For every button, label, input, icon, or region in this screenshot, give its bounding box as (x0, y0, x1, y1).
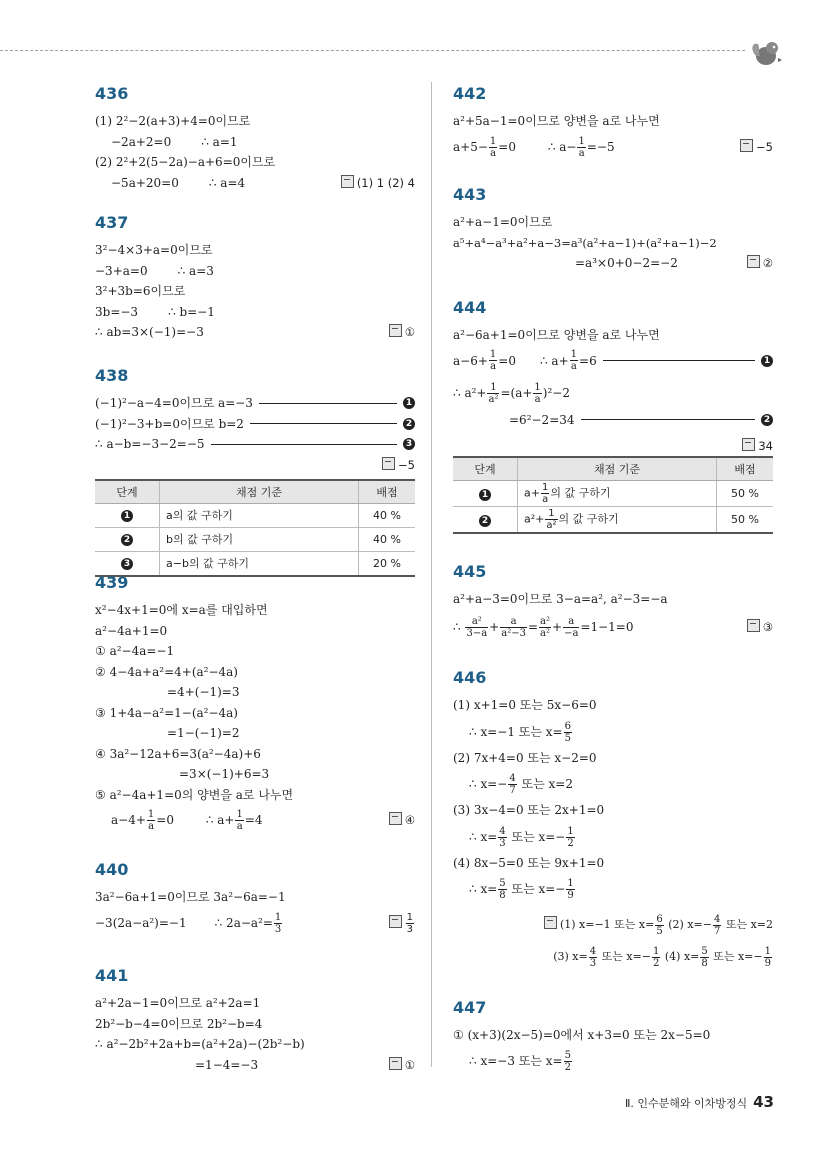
solution-line: 3b=−3 ∴ b=−1 (95, 304, 215, 319)
solution-line: a²−6a+1=0이므로 양변을 a로 나누면 (453, 328, 660, 342)
graded-step: (−1)²−3+b=0이므로 b=2 2 (95, 414, 415, 435)
solution-line: −3(2a−a²)=−1 ∴ 2a−a²= $\frac{1}{3}$ $\frac{1}{3}$ (95, 908, 415, 938)
step-marker: 1 (121, 510, 133, 522)
solution-line: a+5− $\frac{1}{a}$ =0 ∴ a− $\frac{1}{a}$ =−5 −5 (453, 132, 773, 162)
problem-number: 444 (453, 298, 487, 317)
solution-line: −2a+2=0 ∴ a=1 (111, 134, 238, 149)
solution-line: 3²−4×3+a=0이므로 (95, 243, 213, 257)
table-cell: 50 % (717, 481, 774, 507)
problem-436 (95, 84, 415, 193)
solution-line: ② 4−4a+a²=4+(a²−4a) (95, 664, 238, 679)
answer: (3) x= $\frac{4}{3}$ 또는 x=− $\frac{1}{2}$ (4) x= $\frac{5}{8}$ 또는 x=− $\frac{1}{9}$ (553, 945, 771, 969)
table-cell: a의 값 구하기 (160, 503, 359, 527)
solution-line: ① (x+3)(2x−5)=0에서 x+3=0 또는 2x−5=0 (453, 1028, 711, 1042)
problem-442 (453, 84, 773, 162)
table-cell: a+ $\frac{1}{a}$ 의 값 구하기 (518, 481, 717, 507)
table-cell: 40 % (359, 503, 416, 527)
answer-icon (389, 812, 402, 825)
answer: ① (389, 322, 415, 343)
solution-line: a²+2a−1=0이므로 a²+2a=1 (95, 996, 261, 1010)
step-marker: 2 (761, 414, 773, 426)
problem-445 (453, 562, 773, 644)
table-header: 채점 기준 (160, 480, 359, 504)
problem-number: 446 (453, 668, 487, 687)
solution-line: ∴ $\frac{\text{a²}}{3-a}$ + $\frac{a}{\text{a²−3}}$ = $\frac{\text{a²}}{\text{a²}}$ + $\frac{a}{-a}$ =1−1=0 ③ (453, 610, 773, 644)
solution-line: a²+a−1=0이므로 (453, 215, 553, 229)
graded-step: =6²−2=34 2 (453, 410, 773, 431)
solution-line: ③ 1+4a−a²=1−(a²−4a) (95, 705, 238, 720)
solution-line: (3) 3x−4=0 또는 2x+1=0 (453, 803, 605, 817)
table-row (453, 507, 773, 534)
problem-number: 439 (95, 573, 129, 592)
solution-line: 3²+3b=6이므로 (95, 284, 186, 298)
solution-line: a²+a−3=0이므로 3−a=a², a²−3=−a (453, 592, 668, 606)
step-marker: 1 (761, 355, 773, 367)
solution-line: ∴ x=−1 또는 x= $\frac{6}{5}$ (469, 720, 571, 744)
answer-icon (747, 619, 760, 632)
step-marker: 1 (479, 489, 491, 501)
solution-line: ∴ x= $\frac{5}{8}$ 또는 x=− $\frac{1}{9}$ (469, 878, 574, 901)
graded-step: (−1)²−a−4=0이므로 a=−3 1 (95, 393, 415, 414)
problem-number: 437 (95, 213, 129, 232)
problem-number: 438 (95, 366, 129, 385)
problem-number: 436 (95, 84, 129, 103)
right-column (453, 0, 773, 1170)
answer: $\frac{1}{3}$ (389, 908, 415, 938)
scoring-table (453, 456, 773, 534)
answer: 34 (742, 436, 773, 457)
solution-line: a²+5a−1=0이므로 양변을 a로 나누면 (453, 114, 660, 128)
solution-line: a−4+ $\frac{1}{a}$ =0 ∴ a+ $\frac{1}{a}$ =4 ④ (95, 805, 415, 835)
table-header: 단계 (453, 457, 518, 481)
problem-number: 445 (453, 562, 487, 581)
table-cell: 50 % (717, 507, 774, 534)
graded-step: a−6+ $\frac{1}{a}$ =0 ∴ a+ $\frac{1}{a}$ =6 1 (453, 346, 773, 376)
solution-line: 3a²−6a+1=0이므로 3a²−6a=−1 (95, 890, 286, 904)
table-cell: 40 % (359, 527, 416, 551)
chapter-title: Ⅱ. 인수분해와 이차방정식 (624, 1097, 748, 1110)
answer-icon (382, 457, 395, 470)
solution-line: ∴ ab=3×(−1)=−3 ① (95, 322, 415, 343)
step-marker: 2 (479, 515, 491, 527)
table-row (95, 503, 415, 527)
step-marker: 2 (121, 534, 133, 546)
table-row (453, 481, 773, 507)
solution-line: ⑤ a²−4a+1=0의 양변을 a로 나누면 (95, 787, 294, 802)
solution-line: ∴ x= $\frac{4}{3}$ 또는 x=− $\frac{1}{2}$ (469, 825, 574, 849)
answer: −5 (382, 455, 415, 476)
page-number: 43 (753, 1093, 774, 1111)
problem-440 (95, 860, 415, 938)
solution-line: a²−4a+1=0 (95, 623, 168, 638)
answer: ③ (747, 610, 773, 644)
table-row (95, 551, 415, 576)
solution-line: (4) 8x−5=0 또는 9x+1=0 (453, 855, 605, 870)
table-header: 배점 (359, 480, 416, 504)
problem-443 (453, 185, 773, 274)
answer-icon (742, 438, 755, 451)
solution-line: ∴ x=− $\frac{4}{7}$ 또는 x=2 (469, 773, 573, 796)
table-header: 단계 (95, 480, 160, 504)
step-marker: 3 (121, 558, 133, 570)
table-header: 배점 (717, 457, 774, 481)
answer: −5 (740, 132, 773, 162)
solution-line: =4+(−1)=3 (167, 685, 240, 699)
problem-437 (95, 213, 415, 343)
column-divider (431, 82, 432, 1067)
answer: ① (389, 1055, 415, 1076)
solution-line: (2) 7x+4=0 또는 x−2=0 (453, 750, 597, 765)
problem-number: 443 (453, 185, 487, 204)
solution-line: ① a²−4a=−1 (95, 644, 175, 658)
problem-number: 447 (453, 998, 487, 1017)
problem-438 (95, 366, 415, 577)
scoring-table (95, 479, 415, 577)
solution-line: −5a+20=0 ∴ a=4 (1) 1 (2) 4 (95, 173, 415, 194)
problem-number: 441 (95, 966, 129, 985)
solution-line: ④ 3a²−12a+6=3(a²−4a)+6 (95, 746, 261, 761)
solution-line: (1) 2²−2(a+3)+4=0이므로 (95, 114, 251, 128)
solution-line: (2) 2²+2(5−2a)−a+6=0이므로 (95, 155, 276, 169)
answer-line (453, 430, 773, 456)
problem-441 (95, 966, 415, 1075)
table-cell: a²+ $\frac{1}{\text{a²}}$ 의 값 구하기 (518, 507, 717, 534)
solution-line: −3+a=0 ∴ a=3 (95, 263, 214, 278)
problem-444 (453, 298, 773, 534)
solution-line: =1−4=−3 ① (95, 1055, 415, 1076)
left-column (95, 0, 415, 1170)
answer: ④ (389, 805, 415, 835)
answer-icon (747, 255, 760, 268)
problem-number: 442 (453, 84, 487, 103)
graded-step: ∴ a−b=−3−2=−5 3 (95, 434, 415, 455)
solution-line: =1−(−1)=2 (167, 726, 240, 740)
problem-447 (453, 998, 773, 1076)
solution-line: (1) x+1=0 또는 5x−6=0 (453, 698, 597, 712)
solution-line: ∴ a²−2b²+2a+b=(a²+2a)−(2b²−b) (95, 1037, 305, 1051)
problem-446 (453, 668, 773, 973)
answer: ② (747, 253, 773, 274)
table-cell: b의 값 구하기 (160, 527, 359, 551)
step-marker: 1 (403, 397, 415, 409)
table-header: 채점 기준 (518, 457, 717, 481)
problem-439 (95, 573, 415, 835)
answer: (1) 1 (2) 4 (341, 173, 415, 194)
answer-icon (389, 1057, 402, 1070)
answer-line (95, 455, 415, 477)
answer-icon (389, 915, 402, 928)
table-row (95, 527, 415, 551)
step-marker: 3 (403, 438, 415, 450)
solution-line: 2b²−b−4=0이므로 2b²−b=4 (95, 1016, 263, 1031)
solution-line: =a³×0+0−2=−2 ② (453, 253, 773, 274)
page-footer (625, 1093, 774, 1111)
solution-line: a⁵+a⁴−a³+a²+a−3=a³(a²+a−1)+(a²+a−1)−2 (453, 235, 717, 250)
answer: (1) x=−1 또는 x= $\frac{6}{5}$ (2) x=− $\frac{4}{7}$ 또는 x=2 (453, 909, 773, 941)
solution-line: ∴ a²+ $\frac{1}{\text{a²}}$ =(a+ $\frac{1}{a}$ )²−2 (453, 381, 570, 405)
answer-icon (389, 324, 402, 337)
answer-icon (544, 916, 557, 929)
problem-number: 440 (95, 860, 129, 879)
answer-icon (341, 175, 354, 188)
table-cell: 20 % (359, 551, 416, 576)
step-marker: 2 (403, 418, 415, 430)
solution-line: ∴ x=−3 또는 x= $\frac{5}{2}$ (469, 1049, 571, 1073)
answer-icon (740, 139, 753, 152)
table-cell: a−b의 값 구하기 (160, 551, 359, 576)
solution-line: =3×(−1)+6=3 (179, 767, 270, 781)
solution-line: x²−4x+1=0에 x=a를 대입하면 (95, 603, 268, 617)
